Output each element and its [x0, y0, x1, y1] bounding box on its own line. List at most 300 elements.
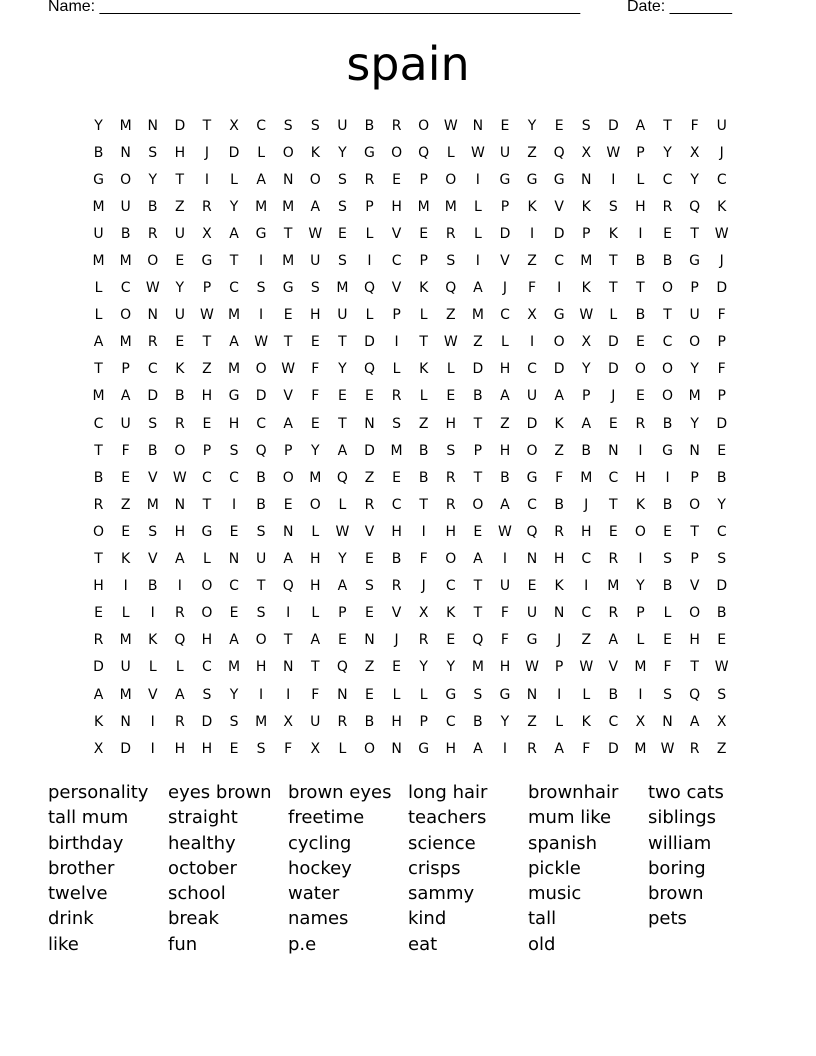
grid-letter: O [553, 334, 565, 351]
grid-letter: D [607, 117, 619, 134]
grid-letter: N [282, 523, 294, 540]
grid-letter: A [337, 578, 348, 595]
grid-letter: N [689, 442, 700, 459]
grid-letter: V [391, 605, 402, 622]
grid-letter: F [419, 551, 428, 568]
grid-letter: P [636, 144, 645, 161]
grid-letter: E [229, 523, 239, 540]
grid-letter: B [147, 578, 158, 595]
grid-letter: B [662, 578, 673, 595]
grid-letter: U [526, 605, 538, 622]
grid-letter: P [202, 442, 212, 459]
grid-letter: U [499, 578, 511, 595]
grid-letter: V [608, 659, 619, 676]
grid-letter: A [581, 415, 592, 432]
grid-letter: U [526, 388, 538, 405]
grid-letter: A [229, 225, 239, 242]
word-list-item: long hair [408, 782, 488, 803]
grid-letter: G [553, 307, 565, 324]
grid-letter: V [147, 686, 158, 703]
grid-letter: M [688, 388, 701, 405]
grid-letter: I [150, 605, 155, 622]
grid-letter: E [608, 523, 618, 540]
grid-letter: E [392, 171, 401, 188]
grid-letter: C [256, 415, 266, 432]
grid-letter: R [608, 551, 619, 568]
grid-letter: E [663, 225, 672, 242]
grid-letter: K [93, 713, 104, 730]
grid-letter: I [204, 171, 209, 188]
grid-letter: E [473, 523, 483, 540]
grid-letter: W [498, 523, 512, 540]
grid-letter: I [367, 253, 372, 270]
grid-letter: O [634, 361, 646, 378]
grid-letter: F [500, 632, 509, 649]
word-list-item: sammy [408, 883, 475, 905]
grid-letter: P [419, 171, 428, 188]
grid-letter: K [175, 361, 185, 378]
grid-letter: U [255, 551, 267, 568]
grid-letter: L [148, 659, 157, 676]
grid-letter: D [364, 442, 375, 459]
grid-letter: K [554, 415, 564, 432]
grid-letter: L [446, 144, 455, 161]
grid-letter: T [283, 632, 293, 649]
grid-letter: Y [94, 117, 103, 134]
grid-letter: G [499, 171, 511, 188]
grid-letter: K [419, 361, 429, 378]
grid-letter: N [526, 686, 538, 703]
grid-letter: O [147, 253, 159, 270]
grid-letter: R [174, 415, 185, 432]
grid-letter: Z [554, 442, 564, 459]
grid-letter: X [581, 144, 592, 161]
grid-letter: M [607, 578, 620, 595]
grid-letter: Z [716, 740, 727, 757]
grid-letter: X [229, 117, 239, 134]
grid-letter: O [526, 442, 538, 459]
grid-letter: O [418, 117, 430, 134]
grid-letter: S [663, 686, 672, 703]
grid-letter: O [445, 171, 457, 188]
grid-letter: O [662, 361, 674, 378]
word-list-item: pets [648, 908, 687, 930]
grid-letter: P [419, 713, 428, 730]
grid-letter: P [554, 659, 564, 676]
grid-letter: L [473, 198, 482, 215]
grid-letter: L [419, 307, 428, 324]
grid-letter: T [609, 496, 618, 513]
grid-letter: M [282, 253, 295, 270]
grid-letter: X [418, 605, 429, 622]
word-list-item: two cats [648, 782, 724, 803]
grid-letter: E [175, 253, 185, 270]
grid-letter: U [716, 117, 727, 134]
grid-letter: F [717, 361, 726, 378]
grid-letter: D [147, 388, 159, 405]
grid-letter: B [93, 469, 104, 486]
grid-letter: A [283, 551, 293, 568]
grid-letter: Q [418, 144, 430, 161]
grid-letter: E [283, 496, 293, 513]
grid-letter: E [554, 117, 564, 134]
grid-letter: B [147, 442, 158, 459]
grid-letter: G [418, 740, 430, 757]
grid-letter: C [445, 578, 456, 595]
grid-letter: L [636, 632, 645, 649]
grid-letter: F [311, 686, 320, 703]
grid-letter: C [202, 469, 212, 486]
grid-letter: T [473, 605, 483, 622]
grid-letter: F [582, 740, 591, 757]
grid-letter: V [364, 523, 375, 540]
grid-letter: H [201, 740, 213, 757]
grid-letter: T [473, 415, 483, 432]
grid-letter: S [229, 713, 239, 730]
grid-letter: K [121, 551, 131, 568]
grid-letter: S [310, 117, 320, 134]
grid-letter: U [120, 415, 131, 432]
grid-letter: T [283, 334, 293, 351]
grid-letter: A [310, 632, 321, 649]
word-list-item: brown eyes [288, 782, 392, 803]
grid-letter: L [419, 388, 428, 405]
grid-letter: D [228, 144, 240, 161]
grid-letter: I [259, 686, 264, 703]
grid-letter: H [310, 307, 321, 324]
grid-letter: K [635, 496, 646, 513]
grid-letter: M [634, 740, 647, 757]
grid-letter: E [663, 523, 672, 540]
grid-letter: M [255, 713, 268, 730]
grid-letter: A [473, 740, 483, 757]
grid-letter: R [445, 469, 456, 486]
grid-letter: F [555, 469, 564, 486]
grid-letter: A [473, 551, 483, 568]
word-list-item: tall [528, 908, 557, 930]
grid-letter: H [228, 415, 240, 432]
grid-letter: P [582, 388, 591, 405]
grid-letter: B [175, 388, 185, 405]
word-list-item: siblings [648, 807, 717, 829]
grid-letter: I [259, 307, 264, 324]
grid-letter: I [638, 442, 643, 459]
grid-letter: D [716, 280, 728, 297]
grid-letter: P [690, 469, 699, 486]
word-list-item: kind [408, 908, 447, 930]
grid-letter: M [227, 307, 241, 324]
grid-letter: E [121, 469, 131, 486]
grid-letter: R [418, 632, 429, 649]
grid-letter: O [201, 578, 213, 595]
grid-letter: P [500, 198, 510, 215]
grid-letter: H [174, 144, 186, 161]
grid-letter: J [204, 144, 209, 161]
grid-letter: T [311, 659, 320, 676]
grid-letter: O [309, 171, 321, 188]
grid-letter: J [719, 253, 724, 270]
grid-letter: R [174, 713, 185, 730]
grid-letter: Y [419, 659, 428, 676]
grid-letter: S [717, 686, 727, 703]
word-list-item: straight [168, 807, 238, 829]
grid-letter: U [93, 225, 104, 242]
grid-letter: G [689, 253, 701, 270]
grid-letter: C [662, 334, 673, 351]
grid-letter: Y [581, 361, 591, 378]
word-list-item: like [48, 933, 79, 955]
grid-letter: T [419, 334, 428, 351]
grid-letter: I [421, 523, 426, 540]
letter-grid [85, 112, 735, 762]
grid-letter: T [94, 442, 103, 459]
grid-letter: S [337, 198, 347, 215]
grid-letter: Q [174, 632, 186, 649]
grid-letter: G [255, 225, 267, 242]
word-list-item: names [288, 908, 349, 930]
grid-letter: Z [500, 415, 510, 432]
grid-letter: R [391, 388, 402, 405]
grid-letter: Q [472, 632, 484, 649]
grid-letter: J [584, 496, 589, 513]
grid-letter: A [635, 117, 646, 134]
grid-letter: S [473, 686, 483, 703]
grid-letter: D [607, 334, 619, 351]
grid-letter: T [338, 334, 347, 351]
grid-letter: Q [553, 144, 565, 161]
grid-letter: P [419, 253, 428, 270]
grid-letter: X [283, 713, 293, 730]
word-list-item: p.e [288, 933, 317, 955]
grid-letter: E [175, 334, 185, 351]
grid-letter: M [471, 659, 484, 676]
grid-letter: L [257, 144, 266, 161]
grid-letter: Z [364, 469, 375, 486]
grid-letter: T [256, 578, 266, 595]
grid-letter: T [663, 307, 672, 324]
grid-letter: B [364, 117, 375, 134]
grid-letter: R [147, 334, 158, 351]
grid-letter: N [147, 117, 158, 134]
grid-letter: B [716, 605, 727, 622]
grid-letter: T [609, 253, 618, 270]
grid-letter: L [609, 307, 618, 324]
grid-letter: T [419, 496, 428, 513]
grid-letter: A [689, 713, 700, 730]
grid-letter: U [120, 659, 131, 676]
grid-letter: C [202, 659, 212, 676]
grid-letter: S [256, 605, 266, 622]
grid-letter: Q [689, 686, 701, 703]
grid-letter: T [338, 415, 347, 432]
grid-letter: U [310, 713, 321, 730]
grid-letter: F [311, 388, 320, 405]
grid-letter: R [445, 496, 456, 513]
grid-letter: A [256, 171, 266, 188]
grid-letter: G [282, 280, 294, 297]
grid-letter: D [120, 740, 132, 757]
grid-letter: F [663, 659, 672, 676]
grid-letter: S [256, 523, 266, 540]
grid-letter: G [445, 686, 457, 703]
grid-letter: I [665, 469, 670, 486]
grid-letter: Y [338, 361, 347, 378]
grid-letter: A [337, 442, 348, 459]
grid-letter: E [717, 442, 727, 459]
grid-letter: E [500, 117, 510, 134]
word-list-item: old [528, 933, 556, 955]
grid-letter: M [255, 198, 268, 215]
grid-letter: V [391, 280, 402, 297]
grid-letter: O [445, 551, 457, 568]
grid-letter: M [119, 334, 132, 351]
grid-letter: E [283, 307, 293, 324]
grid-letter: N [147, 307, 158, 324]
grid-letter: B [147, 198, 158, 215]
grid-letter: M [336, 280, 349, 297]
word-list-item: water [288, 883, 340, 905]
grid-letter: C [527, 361, 537, 378]
grid-letter: E [365, 605, 374, 622]
grid-letter: C [581, 551, 592, 568]
grid-letter: O [689, 334, 701, 351]
word-list-item: boring [648, 857, 706, 879]
grid-letter: R [337, 713, 348, 730]
grid-letter: T [283, 225, 293, 242]
header [48, 0, 732, 16]
grid-letter: S [365, 578, 374, 595]
grid-letter: A [310, 198, 321, 215]
grid-letter: I [529, 334, 535, 351]
grid-letter: E [337, 632, 347, 649]
grid-letter: U [689, 307, 700, 324]
grid-letter: I [638, 551, 643, 568]
grid-letter: Q [336, 469, 348, 486]
grid-letter: A [120, 388, 131, 405]
grid-letter: L [203, 551, 211, 568]
word-list-item: music [528, 883, 582, 905]
word-list-item: drink [48, 908, 94, 930]
grid-letter: M [390, 442, 403, 459]
grid-letter: P [283, 442, 293, 459]
grid-letter: H [445, 523, 457, 540]
grid-letter: M [146, 496, 159, 513]
grid-letter: E [608, 415, 618, 432]
grid-letter: N [662, 713, 673, 730]
grid-letter: I [259, 253, 264, 270]
grid-letter: W [308, 225, 323, 242]
grid-letter: G [228, 388, 240, 405]
grid-letter: S [446, 253, 456, 270]
grid-letter: L [230, 171, 238, 188]
grid-letter: L [419, 686, 428, 703]
grid-letter: W [281, 361, 296, 378]
word-list-item: october [168, 857, 237, 879]
grid-letter: R [202, 198, 212, 215]
grid-letter: W [606, 144, 621, 161]
grid-letter: N [120, 144, 131, 161]
grid-letter: Y [527, 117, 537, 134]
grid-letter: W [443, 334, 458, 351]
grid-letter: T [690, 523, 699, 540]
grid-letter: U [499, 144, 511, 161]
grid-letter: L [338, 496, 347, 513]
grid-letter: M [119, 117, 132, 134]
grid-letter: K [554, 578, 564, 595]
grid-letter: T [202, 496, 212, 513]
grid-letter: P [717, 388, 726, 405]
grid-letter: C [229, 469, 239, 486]
grid-letter: V [689, 578, 700, 595]
grid-letter: D [499, 225, 511, 242]
grid-letter: L [555, 713, 564, 730]
word-list-item: crisps [408, 857, 461, 879]
date-field-label: Date: _______ [627, 0, 732, 15]
grid-letter: Z [418, 415, 429, 432]
grid-letter: H [391, 523, 402, 540]
word-list-item: pickle [528, 857, 581, 879]
grid-letter: I [394, 334, 399, 351]
word-list-item: hockey [288, 857, 352, 879]
grid-letter: Z [202, 361, 212, 378]
grid-letter: U [337, 117, 348, 134]
grid-letter: M [282, 198, 295, 215]
grid-letter: P [392, 307, 401, 324]
grid-letter: I [177, 578, 182, 595]
grid-letter: K [310, 144, 320, 161]
grid-letter: T [690, 225, 699, 242]
grid-letter: B [635, 307, 646, 324]
grid-letter: B [120, 225, 131, 242]
grid-letter: B [608, 686, 619, 703]
grid-letter: N [580, 171, 592, 188]
grid-letter: Y [229, 686, 239, 703]
grid-letter: G [662, 442, 673, 459]
grid-letter: V [500, 253, 510, 270]
grid-letter: C [391, 253, 402, 270]
grid-letter: B [662, 253, 673, 270]
grid-letter: X [635, 713, 646, 730]
grid-letter: O [255, 361, 267, 378]
grid-letter: P [717, 334, 726, 351]
grid-letter: U [337, 307, 348, 324]
grid-letter: X [527, 307, 537, 324]
grid-letter: T [609, 280, 618, 297]
grid-letter: O [282, 469, 294, 486]
grid-letter: L [636, 171, 645, 188]
grid-letter: Y [311, 442, 320, 459]
grid-letter: A [283, 415, 293, 432]
grid-letter: B [473, 713, 483, 730]
grid-letter: R [689, 740, 700, 757]
grid-letter: M [444, 198, 457, 215]
grid-letter: J [502, 280, 508, 297]
grid-letter: W [254, 334, 269, 351]
grid-letter: M [227, 659, 241, 676]
word-list-item: twelve [48, 883, 108, 905]
grid-letter: D [174, 117, 186, 134]
grid-letter: S [446, 442, 456, 459]
grid-letter: R [364, 171, 375, 188]
grid-letter: B [500, 469, 510, 486]
grid-letter: P [365, 198, 374, 215]
grid-letter: N [337, 686, 348, 703]
grid-letter: I [638, 686, 643, 703]
grid-letter: D [93, 659, 104, 676]
grid-letter: B [418, 469, 429, 486]
word-list-item: break [168, 908, 219, 930]
grid-letter: N [228, 551, 240, 568]
